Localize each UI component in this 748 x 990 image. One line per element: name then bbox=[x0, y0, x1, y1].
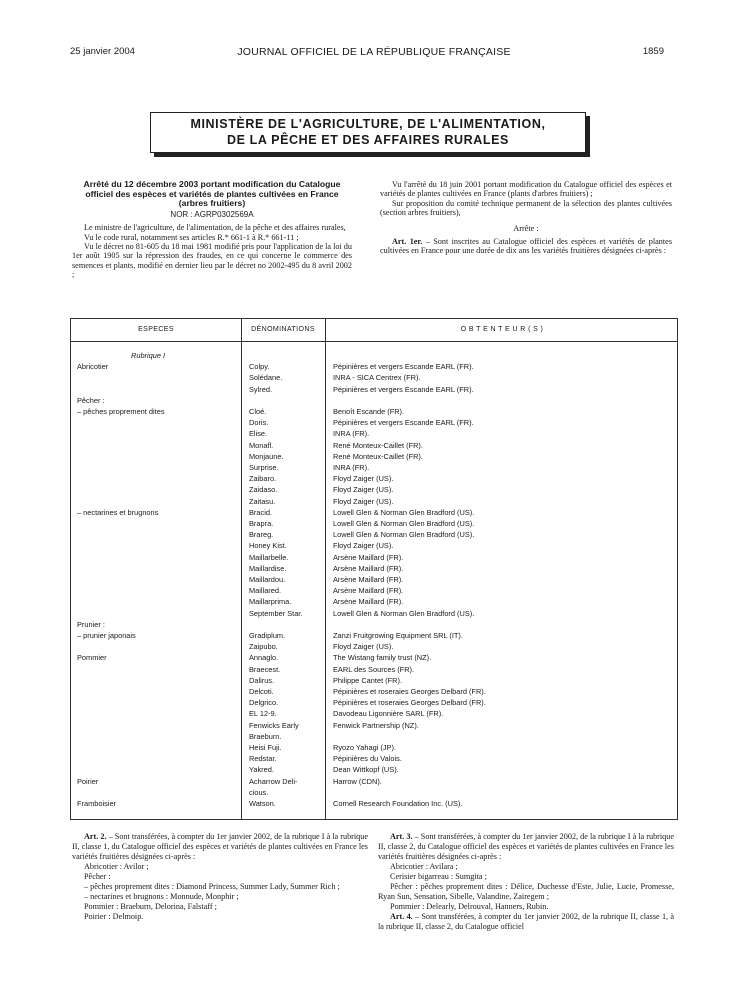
obtenteur-cell: INRA (FR). bbox=[333, 429, 370, 439]
obtenteur-cell: Arsène Maillard (FR). bbox=[333, 552, 404, 562]
obtenteur-cell: EARL des Sources (FR). bbox=[333, 664, 415, 674]
denomination-cell: Zaipubo. bbox=[249, 642, 278, 652]
article-3-text: – Sont transférées, à compter du 1er janvier 2002, de la rubrique I à la rubrique II, classe 2, du Catalogue officiel des espèces et variétés de plantes cultivées en France les variétés fruitières désignées ci-après : bbox=[378, 832, 674, 861]
denomination-cell: Surprise. bbox=[249, 463, 279, 472]
obtenteur-cell: Benoît Escande (FR). bbox=[333, 407, 405, 416]
article-2-text: – Sont transférées, à compter du 1er janvier 2002, de la rubrique I à la rubrique II, classe 1, du Catalogue officiel des espèces et variétés de plantes cultivées en France les variétés fruitières désignées ci-après : bbox=[72, 832, 368, 861]
ministry-heading-box bbox=[150, 112, 586, 153]
list-item: Pêcher : pêches proprement dites : Délice, Duchesse d'Este, Julie, Lucie, Promesse, Ryan Sun, Sensation, Sibelle, Valandine, Zairegem ; bbox=[378, 882, 674, 901]
article-2-block bbox=[72, 832, 368, 922]
denomination-cell: Redstar. bbox=[249, 754, 277, 764]
ministry-line-2: DE LA PÊCHE ET DES AFFAIRES RURALES bbox=[227, 133, 509, 147]
denomination-cell: Colpy. bbox=[249, 362, 270, 372]
obtenteur-cell: Zanzi Fruitgrowing Equipment SRL (IT). bbox=[333, 631, 463, 640]
column-divider bbox=[325, 319, 326, 819]
column-divider bbox=[241, 319, 242, 819]
species-cell: – pêches proprement dites bbox=[77, 407, 165, 416]
list-item: Abricotier : Avilor ; bbox=[84, 862, 149, 871]
list-item: Pêcher : bbox=[84, 872, 111, 881]
denomination-cell: Bracid. bbox=[249, 507, 273, 517]
article-1 bbox=[380, 237, 672, 256]
denomination-cell: Cloé. bbox=[249, 407, 267, 416]
list-item: Pommier : Delearly, Delrouval, Hanners, Rubin. bbox=[390, 902, 549, 911]
obtenteur-cell: Davodeau Ligonnière SARL (FR). bbox=[333, 709, 444, 719]
column-header-denominations: DÉNOMINATIONS bbox=[251, 326, 315, 333]
article-3-block bbox=[378, 832, 674, 932]
denomination-cell: Maillardou. bbox=[249, 575, 286, 584]
varieties-table bbox=[70, 318, 678, 820]
obtenteur-cell: Arsène Maillard (FR). bbox=[333, 575, 404, 584]
article-1-text: – Sont inscrites au Catalogue officiel des espèces et variétés de plantes cultivées en France pour une durée de dix ans les variétés fruitières désignées ci-après : bbox=[380, 237, 672, 256]
obtenteur-cell: René Monteux-Caillet (FR). bbox=[333, 440, 423, 450]
denomination-cell: Monjaune. bbox=[249, 451, 284, 461]
header-date: 25 janvier 2004 bbox=[70, 46, 135, 57]
paragraph: Vu le code rural, notamment ses articles R.* 661-1 à R.* 661-11 ; bbox=[84, 232, 299, 242]
table-header-rule bbox=[71, 341, 677, 342]
column-header-obtenteurs: O B T E N T E U R ( S ) bbox=[460, 326, 544, 333]
denomination-cell: Elise. bbox=[249, 429, 268, 439]
obtenteur-cell: Harrow (CDN). bbox=[333, 776, 382, 786]
obtenteur-cell: Floyd Zaiger (US). bbox=[333, 485, 394, 495]
paragraph: Vu l'arrêté du 18 juin 2001 portant modification du Catalogue officiel des espèces et variétés de plantes cultivées en France (plants d'arbres fruitiers) ; bbox=[380, 180, 672, 199]
species-cell: Framboisier bbox=[77, 799, 117, 808]
denomination-cell: Dalirus. bbox=[249, 675, 275, 685]
obtenteur-cell: INRA (FR). bbox=[333, 463, 370, 472]
obtenteur-cell: Arsène Maillard (FR). bbox=[333, 586, 404, 596]
journal-title: JOURNAL OFFICIEL DE LA RÉPUBLIQUE FRANÇAISE bbox=[237, 46, 511, 58]
paragraph: Le ministre de l'agriculture, de l'alimentation, de la pêche et des affaires rurales, bbox=[84, 223, 346, 233]
list-item: Cerisier bigarreau : Sumgita ; bbox=[390, 872, 487, 881]
nor-reference: NOR : AGRP0302569A bbox=[170, 209, 254, 219]
article-2-label: Art. 2. bbox=[84, 832, 107, 841]
obtenteur-cell: Fenwick Partnership (NZ). bbox=[333, 720, 419, 730]
denomination-cell: Sylred. bbox=[249, 384, 273, 394]
obtenteur-cell: Ryozo Yahagi (JP). bbox=[333, 743, 396, 752]
denomination-cell: Monafl. bbox=[249, 440, 274, 450]
denomination-cell: Doris. bbox=[249, 418, 269, 428]
paragraph: Vu le décret no 81-605 du 18 mai 1981 modifié pris pour l'application de la loi du 1er août 1905 sur la répression des fraudes, en ce qui concerne le commerce des semences et plants, modifié en dernier lieu par le décret no 2002-495 du 8 avril 2002 ; bbox=[72, 242, 352, 280]
article-1-label: Art. 1er. bbox=[392, 237, 423, 247]
denomination-cell: Solédane. bbox=[249, 373, 283, 383]
denomination-cell: Maillared. bbox=[249, 586, 282, 596]
ministry-line-1: MINISTÈRE DE L'AGRICULTURE, DE L'ALIMENTATION, bbox=[190, 117, 546, 131]
denomination-cell: Zaitasu. bbox=[249, 496, 276, 506]
denomination-cell: Maillarprima. bbox=[249, 597, 292, 607]
list-item: – pêches proprement dites : Diamond Princess, Summer Lady, Summer Rich ; bbox=[84, 882, 340, 891]
denomination-cell: Brareg. bbox=[249, 530, 274, 540]
denomination-cell: September Star. bbox=[249, 608, 303, 618]
denomination-cell: Maillarbelle. bbox=[249, 552, 289, 562]
denomination-cell: Zaidaso. bbox=[249, 485, 278, 495]
obtenteur-cell: Floyd Zaiger (US). bbox=[333, 642, 394, 652]
species-cell: Prunier : bbox=[77, 619, 105, 629]
list-item: Poirier : Delmoip. bbox=[84, 912, 144, 921]
list-item: Pommier : Braeburn, Delorina, Falstaff ; bbox=[84, 902, 217, 911]
denomination-cell: cious. bbox=[249, 787, 269, 797]
species-cell: Rubrique I bbox=[131, 351, 166, 360]
obtenteur-cell: The Wistang family trust (NZ). bbox=[333, 653, 432, 663]
species-cell: – prunier japonais bbox=[77, 631, 136, 640]
obtenteur-cell: Lowell Glen & Norman Glen Bradford (US). bbox=[333, 608, 475, 618]
species-cell: – nectarines et brugnons bbox=[77, 507, 159, 517]
denomination-cell: Delcoti. bbox=[249, 687, 274, 696]
decree-title: Arrêté du 12 décembre 2003 portant modification du Catalogue officiel des espèces et variétés de plantes cultivées en France (arbres fruitiers) bbox=[83, 179, 341, 209]
obtenteur-cell: Pépinières et vergers Escande EARL (FR). bbox=[333, 384, 474, 394]
obtenteur-cell: Pépinières du Valois. bbox=[333, 754, 402, 764]
article-3-label: Art. 3. bbox=[390, 832, 413, 841]
denomination-cell: Gradiplum. bbox=[249, 631, 286, 640]
obtenteur-cell: INRA - SICA Centrex (FR). bbox=[333, 373, 421, 383]
denomination-cell: Braecest. bbox=[249, 664, 281, 674]
decree-intro-left bbox=[72, 180, 352, 280]
obtenteur-cell: Lowell Glen & Norman Glen Bradford (US). bbox=[333, 507, 475, 517]
paragraph: Sur proposition du comité technique permanent de la sélection des plantes cultivées (section arbres fruitiers), bbox=[380, 198, 672, 218]
species-cell: Pêcher : bbox=[77, 395, 105, 405]
obtenteur-cell: Lowell Glen & Norman Glen Bradford (US). bbox=[333, 530, 475, 540]
denomination-cell: Heisi Fuji. bbox=[249, 743, 282, 752]
species-cell: Abricotier bbox=[77, 362, 109, 372]
article-4-text: – Sont transférées, à compter du 1er janvier 2002, de la rubrique II, classe 1, à la rubrique II, classe 2, du Catalogue officiel bbox=[378, 912, 674, 931]
denomination-cell: Zaibaro. bbox=[249, 474, 277, 484]
page-number: 1859 bbox=[642, 46, 664, 57]
obtenteur-cell: Arsène Maillard (FR). bbox=[333, 597, 404, 607]
obtenteur-cell: Floyd Zaiger (US). bbox=[333, 541, 394, 551]
denomination-cell: EL 12-9. bbox=[249, 709, 277, 719]
denomination-cell: Yakred. bbox=[249, 765, 274, 775]
arrete-label: Arrête : bbox=[513, 223, 539, 233]
column-header-especes: ESPECES bbox=[138, 326, 174, 333]
denomination-cell: Annaglo. bbox=[249, 653, 279, 663]
denomination-cell: Honey Kist. bbox=[249, 541, 287, 551]
obtenteur-cell: Arsène Maillard (FR). bbox=[333, 563, 404, 573]
denomination-cell: Delgrico. bbox=[249, 698, 279, 708]
denomination-cell: Braeburn. bbox=[249, 731, 282, 741]
obtenteur-cell: Dean Wittkopf (US). bbox=[333, 765, 399, 775]
species-cell: Poirier bbox=[77, 776, 99, 786]
article-4-label: Art. 4. bbox=[390, 912, 413, 921]
denomination-cell: Brapra. bbox=[249, 519, 274, 528]
obtenteur-cell: Pépinières et vergers Escande EARL (FR). bbox=[333, 362, 474, 372]
obtenteur-cell: Cornell Research Foundation Inc. (US). bbox=[333, 799, 463, 808]
decree-intro-right bbox=[380, 180, 672, 256]
list-item: Abricotier : Avilara ; bbox=[390, 862, 458, 871]
obtenteur-cell: Philippe Cantet (FR). bbox=[333, 675, 403, 685]
obtenteur-cell: Floyd Zaiger (US). bbox=[333, 474, 394, 484]
denomination-cell: Watson. bbox=[249, 799, 276, 808]
denomination-cell: Acharrow Deli- bbox=[249, 776, 298, 786]
list-item: – nectarines et brugnons : Monnude, Monphir ; bbox=[84, 892, 239, 901]
obtenteur-cell: René Monteux-Caillet (FR). bbox=[333, 451, 423, 461]
obtenteur-cell: Floyd Zaiger (US). bbox=[333, 496, 394, 506]
obtenteur-cell: Pépinières et roseraies Georges Delbard (FR). bbox=[333, 698, 486, 708]
denomination-cell: Fenwicks Early bbox=[249, 720, 299, 730]
obtenteur-cell: Pépinières et vergers Escande EARL (FR). bbox=[333, 418, 474, 428]
denomination-cell: Maillardise. bbox=[249, 563, 287, 573]
obtenteur-cell: Lowell Glen & Norman Glen Bradford (US). bbox=[333, 519, 475, 528]
species-cell: Pommier bbox=[77, 653, 107, 663]
obtenteur-cell: Pépinières et roseraies Georges Delbard (FR). bbox=[333, 687, 486, 696]
